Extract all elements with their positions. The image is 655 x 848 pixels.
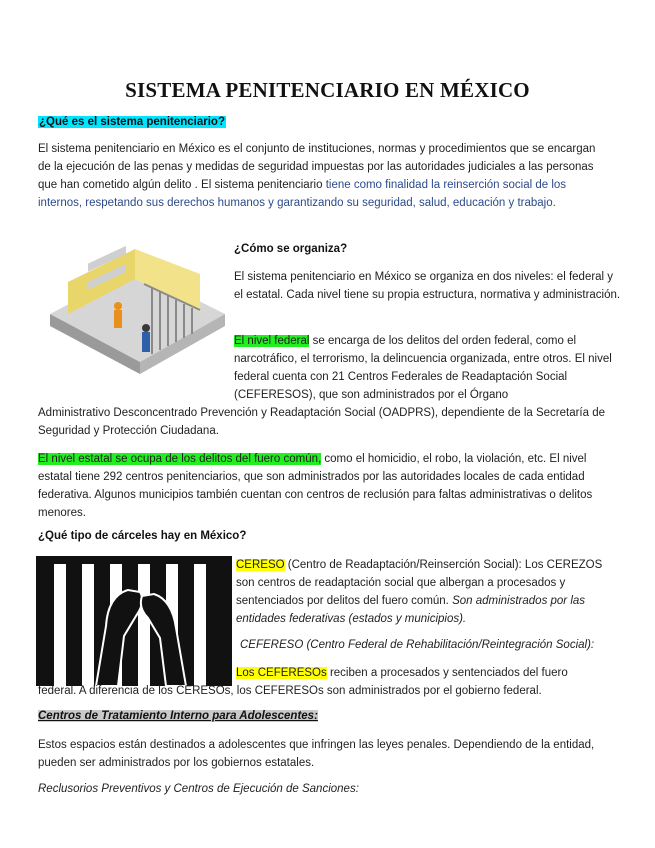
section-heading-que-es: [38, 116, 226, 128]
definition-blue-text: tiene como finalidad la reinserción social de los internos, respetando sus derechos humanos y garantizando su seguridad, salud, educación y trabajo.: [38, 179, 567, 209]
adolescentes-heading-text: Centros de Tratamiento Interno para Adolescentes:: [38, 710, 318, 722]
paragraph-definition: [38, 140, 610, 212]
paragraph-cefereso-top: Los CEFERESOs reciben a procesados y sentenciados del fuero: [236, 667, 568, 679]
cereso-label: CERESO: [236, 559, 285, 571]
cereso-italic-text: Son administrados por las entidades federativas (estados y municipios).: [236, 595, 586, 625]
cereso-text: (Centro de Readaptación/Reinserción Social): Los CEREZOS son centros de readaptación social que albergan a procesados y sentenciados por delitos del fuero común.: [236, 559, 603, 607]
paragraph-cefereso-continued: federal. A diferencia de los CERESOs, los CEFERESOs son administrados por el gobierno federal.: [38, 685, 542, 697]
section-heading-reclusorios: Reclusorios Preventivos y Centros de Ejecución de Sanciones:: [38, 783, 359, 795]
section-heading-tipos: ¿Qué tipo de cárceles hay en México?: [38, 530, 247, 542]
federal-label: El nivel federal: [234, 335, 310, 347]
estatal-label: El nivel estatal se ocupa de los delitos del fuero común,: [38, 453, 322, 465]
paragraph-organiza-intro: El sistema penitenciario en México se organiza en dos niveles: el federal y el estatal. Cada nivel tiene su propia estructura, normativa y administración.: [234, 271, 621, 301]
prison-cell-illustration: [40, 244, 230, 394]
definition-text: El sistema penitenciario en México es el conjunto de instituciones, normas y procedimientos que se encargan de la ejecución de las penas y medidas de seguridad impuestas por las autoridades judiciales a las personas que han cometido algún delito . El sistema penitenciario: [38, 143, 596, 191]
paragraph-estatal: [38, 450, 610, 522]
estatal-text: como el homicidio, el robo, la violación, etc. El nivel estatal tiene 292 centros penitenciarios, que son administrados por las autoridades locales de cada entidad federativa. Algunos municipios también cuentan con centros de reclusión para faltas administrativas o delitos menores.: [38, 453, 593, 519]
cefereso-label: Los CEFERESOs: [236, 667, 327, 679]
paragraph-adolescentes: Estos espacios están destinados a adolescentes que infringen las leyes penales. Dependiendo de la entidad, pueden ser administrados por los gobiernos estatales.: [38, 739, 595, 769]
paragraph-federal-continued: Administrativo Desconcentrado Prevención y Readaptación Social (OADPRS), dependiente de la Secretaría de Seguridad y Protección Ciudadana.: [38, 407, 606, 437]
cefereso-heading: CEFERESO (Centro Federal de Rehabilitación/Reintegración Social):: [240, 639, 595, 651]
section-heading-organiza: ¿Cómo se organiza?: [234, 243, 348, 255]
paragraph-federal-top: El nivel federal se encarga de los delitos del orden federal, como el narcotráfico, el terrorismo, la delincuencia organizada, entre otros. El nivel federal cuenta con 21 Centros Federales de Readaptación Social (CEFERESOS), que son administrados por el Órgano: [234, 335, 612, 401]
section-heading-adolescentes: [38, 710, 318, 722]
jail-bars-illustration: [36, 556, 232, 686]
paragraph-cereso: [236, 556, 612, 628]
page-title: SISTEMA PENITENCIARIO EN MÉXICO: [125, 78, 530, 102]
heading-highlight: ¿Qué es el sistema penitenciario?: [39, 116, 225, 128]
